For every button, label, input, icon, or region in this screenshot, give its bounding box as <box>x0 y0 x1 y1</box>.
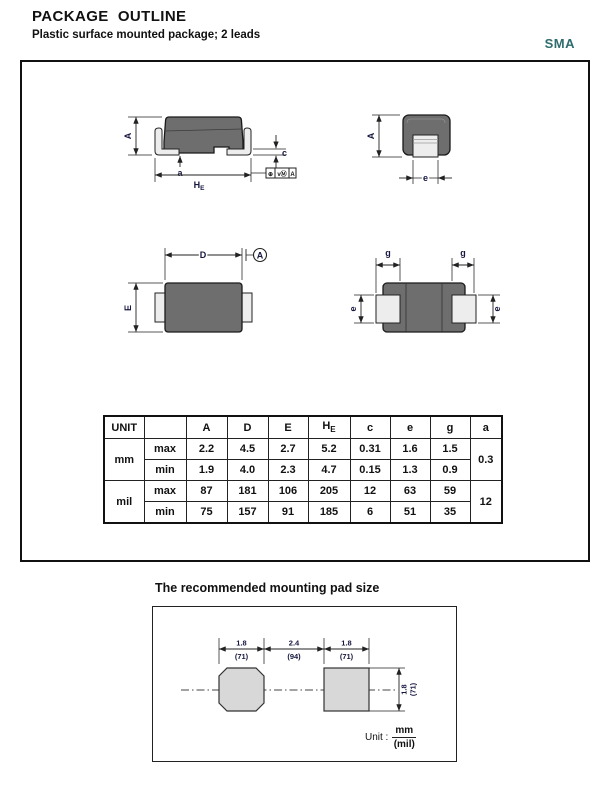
tol-frame-value: vⓂ <box>277 171 287 178</box>
cell-value: 4.7 <box>308 460 350 481</box>
unit-fraction <box>392 725 416 750</box>
dim-A-extension-lines <box>372 115 402 157</box>
cell-value: 106 <box>268 481 308 502</box>
cell-value: 157 <box>227 502 268 524</box>
cell-value: 1.5 <box>430 439 470 460</box>
header-HE-base: H <box>322 420 331 433</box>
page-title: PACKAGE OUTLINE <box>32 8 187 25</box>
pad-gap-mil: (94) <box>287 652 301 661</box>
cell-mm: mm <box>104 439 144 481</box>
cell-mm-a: 0.3 <box>470 439 502 481</box>
cell-value: 75 <box>186 502 227 524</box>
dimension-table <box>103 415 503 524</box>
cell-min: min <box>144 460 186 481</box>
dim-label-HE-base: H <box>193 180 201 190</box>
dim-label-g-right: g <box>460 248 466 258</box>
dim-label-e-right: e <box>492 306 502 312</box>
header-a: a <box>470 416 502 439</box>
cell-value: 87 <box>186 481 227 502</box>
cell-max: max <box>144 481 186 502</box>
dim-label-E: E <box>123 304 133 312</box>
bottom-view-drawing <box>348 238 516 363</box>
table-row-mm-min <box>104 460 502 481</box>
right-terminal-tab <box>242 293 252 322</box>
pad-gap-mm: 2.4 <box>288 638 300 648</box>
cell-value: 0.31 <box>350 439 390 460</box>
cell-value: 1.3 <box>390 460 430 481</box>
table-row-mm-max <box>104 439 502 460</box>
cell-value: 181 <box>227 481 268 502</box>
side-view-drawing <box>100 90 315 198</box>
cell-mil-a: 12 <box>470 481 502 524</box>
cell-value: 205 <box>308 481 350 502</box>
dim-label-a: a <box>177 168 183 178</box>
tol-frame-symbol: ⊕ <box>267 171 274 178</box>
header-e: e <box>390 416 430 439</box>
left-solder-pad <box>376 295 400 323</box>
pad-width-left-mil: (71) <box>234 652 249 661</box>
dim-HE-extension-lines <box>155 158 251 182</box>
dim-label-e-left: e <box>348 306 358 312</box>
pad-width-left-mm: 1.8 <box>236 638 247 648</box>
cell-value: 63 <box>390 481 430 502</box>
end-view-drawing <box>352 90 502 198</box>
left-mounting-pad <box>219 668 264 711</box>
cell-value: 1.9 <box>186 460 227 481</box>
cell-max: max <box>144 439 186 460</box>
cell-value: 35 <box>430 502 470 524</box>
cell-value: 0.15 <box>350 460 390 481</box>
cell-min: min <box>144 502 186 524</box>
table-row-mil-min <box>104 502 502 524</box>
cell-value: 2.2 <box>186 439 227 460</box>
cell-value: 91 <box>268 502 308 524</box>
header-HE-sub: E <box>330 425 336 435</box>
package-body-side <box>164 117 243 153</box>
header-g: g <box>430 416 470 439</box>
header-D: D <box>227 416 268 439</box>
dim-label-A: A <box>123 132 133 140</box>
right-solder-pad <box>452 295 476 323</box>
pad-width-right-mil: (71) <box>339 652 354 661</box>
cell-value: 51 <box>390 502 430 524</box>
header-blank <box>144 416 186 439</box>
datum-label: A <box>256 250 264 261</box>
cell-value: 2.7 <box>268 439 308 460</box>
unit-note-label: Unit : <box>365 732 389 743</box>
mounting-pad-heading: The recommended mounting pad size <box>155 581 380 595</box>
right-mounting-pad <box>324 668 369 711</box>
unit-numerator: mm <box>392 725 416 738</box>
cell-value: 59 <box>430 481 470 502</box>
cell-value: 1.6 <box>390 439 430 460</box>
header-E: E <box>268 416 308 439</box>
pad-width-right-mm: 1.8 <box>341 638 352 648</box>
mounting-pad-frame <box>152 606 457 762</box>
header-unit: UNIT <box>104 416 144 439</box>
dim-label-c: c <box>282 148 288 158</box>
table-header-row <box>104 416 502 439</box>
cell-value: 12 <box>350 481 390 502</box>
cell-value: 185 <box>308 502 350 524</box>
page-subtitle: Plastic surface mounted package; 2 leads <box>32 29 261 41</box>
package-body-top <box>165 283 242 332</box>
dim-label-e: e <box>422 173 429 183</box>
dim-label-D: D <box>199 250 207 260</box>
lead-end-face <box>413 135 438 157</box>
top-view-drawing <box>120 238 330 363</box>
tol-frame-datum: A <box>290 171 295 178</box>
pad-height-label-group <box>400 682 418 696</box>
table-row-mil-max <box>104 481 502 502</box>
dim-label-g-left: g <box>385 248 391 258</box>
package-code: SMA <box>544 36 575 51</box>
cell-value: 2.3 <box>268 460 308 481</box>
dim-label-A: A <box>366 132 376 140</box>
pad-height-mm: 1.8 <box>399 684 409 695</box>
unit-denominator: (mil) <box>393 739 415 750</box>
cell-value: 4.0 <box>227 460 268 481</box>
left-terminal-tab <box>155 293 165 322</box>
dim-label-HE <box>194 180 206 192</box>
header-c: c <box>350 416 390 439</box>
cell-mil: mil <box>104 481 144 524</box>
cell-value: 5.2 <box>308 439 350 460</box>
pad-height-mil: (71) <box>408 682 418 697</box>
dim-label-HE-sub: E <box>200 185 205 192</box>
unit-note <box>365 725 416 750</box>
header-HE <box>308 416 350 439</box>
cell-value: 6 <box>350 502 390 524</box>
header-A: A <box>186 416 227 439</box>
cell-value: 4.5 <box>227 439 268 460</box>
cell-value: 0.9 <box>430 460 470 481</box>
